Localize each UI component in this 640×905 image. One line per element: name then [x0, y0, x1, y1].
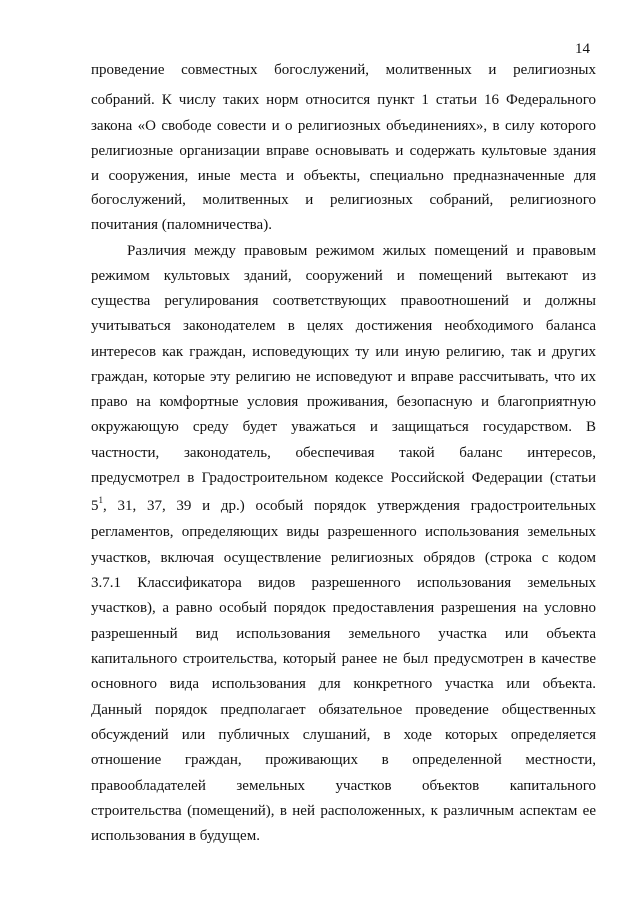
- text-line: граждан, которые эту религию не исповедуют и вправе рассчитывать, что их: [91, 369, 596, 385]
- text-line: и сооружения, иные места и объекты, специально предназначенные для: [91, 168, 596, 184]
- text-line: окружающую среду будет уважаться и защищаться государством. В: [91, 419, 596, 435]
- text-line: проведение совместных богослужений, молитвенных и религиозных: [91, 62, 596, 78]
- text-line: право на комфортные условия проживания, безопасную и благоприятную: [91, 394, 596, 410]
- text-line: предусмотрел в Градостроительном кодексе Российской Федерации (статьи: [91, 470, 596, 486]
- text-line: разрешенный вид использования земельного участка или объекта: [91, 626, 596, 642]
- text-line: режимом культовых зданий, сооружений и помещений вытекают из: [91, 268, 596, 284]
- text-line: 3.7.1 Классификатора видов разрешенного использования земельных: [91, 575, 596, 591]
- text-line: почитания (паломничества).: [91, 217, 272, 233]
- text-line: учитываться законодателем в целях достижения необходимого баланса: [91, 318, 596, 334]
- text-line: интересов как граждан, исповедующих ту или иную религию, так и других: [91, 344, 596, 360]
- text-line: участков), а равно особый порядок предоставления разрешения на условно: [91, 600, 596, 616]
- text-line: Данный порядок предполагает обязательное проведение общественных: [91, 702, 596, 718]
- text-line: отношение граждан, проживающих в определенной местности,: [91, 752, 596, 768]
- text-line: закона «О свободе совести и о религиозных объединениях», в силу которого: [91, 118, 596, 134]
- text-line: существа регулирования соответствующих правоотношений и должны: [91, 293, 596, 309]
- text-line: Различия между правовым режимом жилых помещений и правовым: [127, 243, 596, 259]
- page-number: 14: [575, 41, 590, 57]
- text-line: регламентов, определяющих виды разрешенного использования земельных: [91, 524, 596, 540]
- text-line: участков, включая осуществление религиозных обрядов (строка с кодом: [91, 550, 596, 566]
- text-line: капитального строительства, который ранее не был предусмотрен в качестве: [91, 651, 596, 667]
- text-line: богослужений, молитвенных и религиозных собраний, религиозного: [91, 192, 596, 208]
- text-fragment: , 31, 37, 39 и др.) особый порядок утверждения градостроительных: [103, 498, 596, 514]
- text-line: [91, 496, 596, 516]
- text-fragment: 5: [91, 498, 99, 514]
- text-line: строительства (помещений), в ней расположенных, к различным аспектам ее: [91, 803, 596, 819]
- text-line: собраний. К числу таких норм относится пункт 1 статьи 16 Федерального: [91, 92, 596, 108]
- text-line: религиозные организации вправе основывать и содержать культовые здания: [91, 143, 596, 159]
- text-line: обсуждений или публичных слушаний, в ходе которых определяется: [91, 727, 596, 743]
- text-line: использования в будущем.: [91, 828, 260, 844]
- text-line: частности, законодатель, обеспечивая такой баланс интересов,: [91, 445, 596, 461]
- text-line: правообладателей земельных участков объектов капитального: [91, 778, 596, 794]
- superscript: 1: [98, 495, 103, 505]
- text-line: основного вида использования для конкретного участка или объекта.: [91, 676, 596, 692]
